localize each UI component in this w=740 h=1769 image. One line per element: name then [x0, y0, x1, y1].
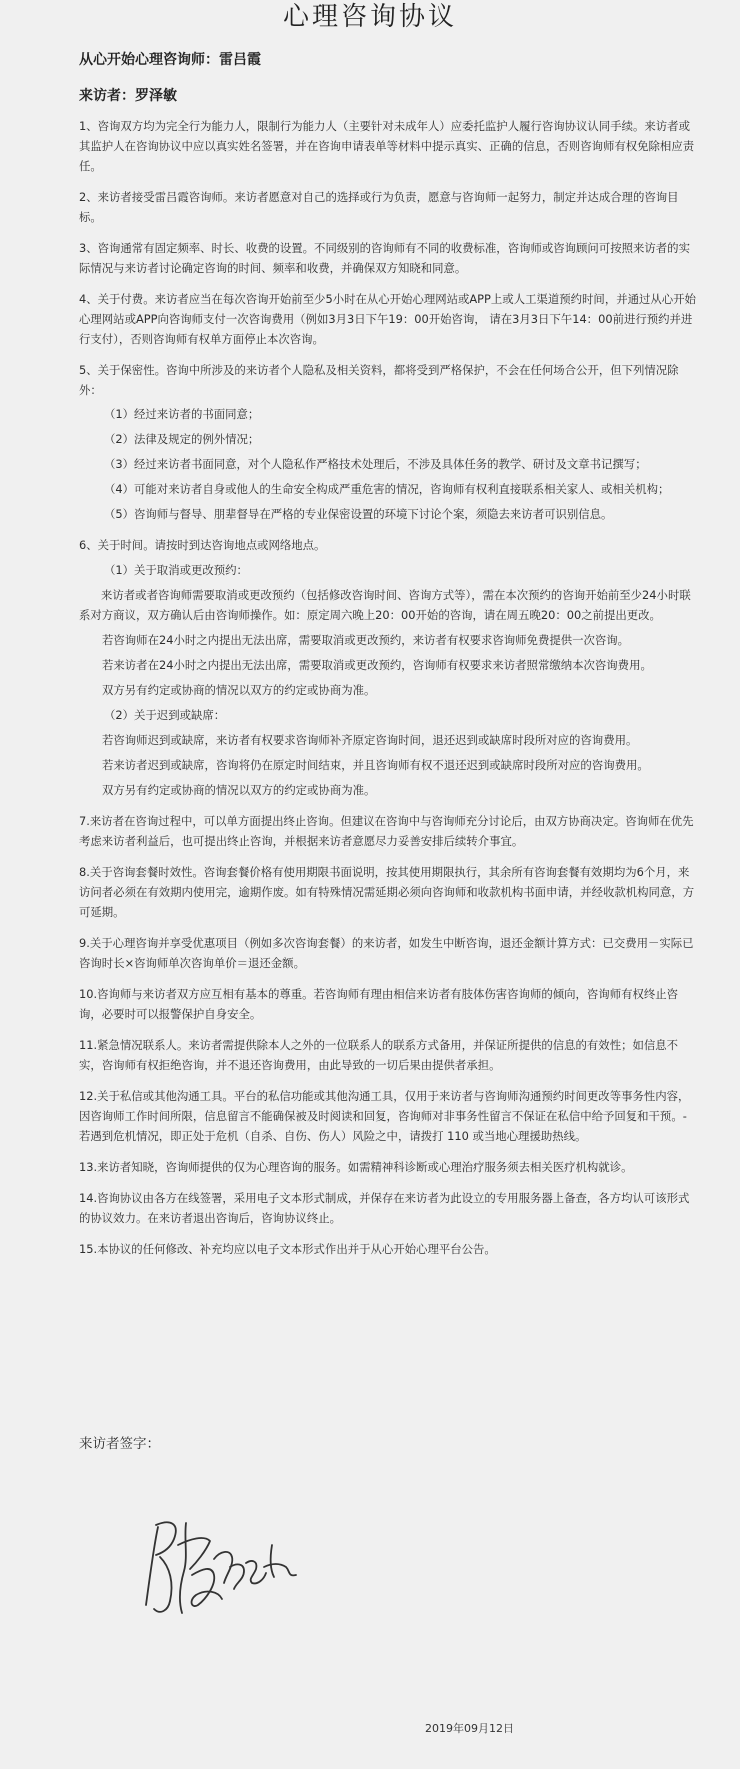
clause-12: 12.关于私信或其他沟通工具。平台的私信功能或其他沟通工具，仅用于来访者与咨询师沟通预约时间更改等事务性内容，因咨询师工作时间所限，信息留言不能确保被及时阅读和回复，咨询师对非事务性留言不保证在私信中给予回复和干预。- 若遇到危机情况，即正处于危机（自杀、自伤、伤人）风险之中，请拨打 110 或当地心理援助热线。: [79, 1089, 690, 1143]
clause-10: 10.咨询师与来访者双方应互相有基本的尊重。若咨询师有理由相信来访者有肢体伤害咨询师的倾向，咨询师有权终止咨询，必要时可以报警保护自身安全。: [79, 987, 679, 1021]
clause-6-paragraph: 若来访者在24小时之内提出无法出席，需要取消或更改预约，咨询师有权要求来访者照常缴纳本次咨询费用。: [102, 658, 652, 672]
clause-13: 13.来访者知晓，咨询师提供的仅为心理咨询的服务。如需精神科诊断或心理治疗服务须去相关医疗机构就诊。: [79, 1160, 633, 1174]
clause-6-paragraph: 若来访者迟到或缺席，咨询将仍在原定时间结束，并且咨询师有权不退还迟到或缺席时段所对应的咨询费用。: [102, 758, 649, 772]
clause-1: 1、咨询双方均为完全行为能力人，限制行为能力人（主要针对未成年人）应委托监护人履行咨询协议认同手续。来访者或其监护人在咨询协议中应以真实姓名签署，并在咨询申请表单等材料中提示真实、正确的信息，否则咨询师有权免除相应责任。: [79, 119, 695, 173]
page-title: 心理咨询协议: [282, 2, 457, 32]
signature-label: 来访者签字：: [79, 1436, 160, 1452]
clause-5-item: （3）经过来访者书面同意，对个人隐私作严格技术处理后，不涉及具体任务的教学、研讨及文章书记撰写；: [104, 457, 647, 471]
clause-9: 9.关于心理咨询并享受优惠项目（例如多次咨询套餐）的来访者，如发生中断咨询，退还金额计算方式：已交费用－实际已咨询时长×咨询师单次咨询单价＝退还金额。: [79, 936, 694, 970]
client-line: 来访者：罗泽敏: [79, 88, 177, 104]
clause-15: 15.本协议的任何修改、补充均应以电子文本形式作出并于从心开始心理平台公告。: [79, 1242, 496, 1256]
handwritten-signature: [140, 1505, 315, 1635]
clause-6-subheading: （2）关于迟到或缺席：: [104, 708, 226, 722]
signing-date: 2019年09月12日: [425, 1722, 514, 1735]
clause-5-item: （1）经过来访者的书面同意；: [104, 407, 260, 421]
agreement-body: [79, 116, 699, 1270]
clause-5-item: （4）可能对来访者自身或他人的生命安全构成严重危害的情况，咨询师有权利直接联系相关家人、或相关机构；: [104, 482, 670, 496]
clause-5-item: （2）法律及规定的例外情况；: [104, 432, 260, 446]
clause-11: 11.紧急情况联系人。来访者需提供除本人之外的一位联系人的联系方式备用，并保证所提供的信息的有效性；如信息不实，咨询师有权拒绝咨询，并不退还咨询费用，由此导致的一切后果由提供者承担。: [79, 1038, 679, 1072]
clause-7: 7.来访者在咨询过程中，可以单方面提出终止咨询。但建议在咨询中与咨询师充分讨论后，由双方协商决定。咨询师在优先考虑来访者利益后，也可提出终止咨询，并根据来访者意愿尽力妥善安排后续转介事宜。: [79, 814, 694, 848]
clause-4: 4、关于付费。来访者应当在每次咨询开始前至少5小时在从心开始心理网站或APP上或人工渠道预约时间，并通过从心开始心理网站或APP向咨询师支付一次咨询费用（例如3月3日下午19：00开始咨询， 请在3月3日下午14：00前进行预约并进行支付），否则咨询师有权单方面停止本次咨询。: [79, 292, 696, 346]
clause-6: 6、关于时间。请按时到达咨询地点或网络地点。: [79, 538, 326, 552]
counselor-line: 从心开始心理咨询师：雷吕霞: [79, 52, 261, 68]
clause-6-paragraph: 若咨询师在24小时之内提出无法出席，需要取消或更改预约，来访者有权要求咨询师免费提供一次咨询。: [102, 633, 630, 647]
clause-6-paragraph: 双方另有约定或协商的情况以双方的约定或协商为准。: [102, 783, 376, 797]
clause-6-paragraph: 双方另有约定或协商的情况以双方的约定或协商为准。: [102, 683, 376, 697]
clause-5: 5、关于保密性。咨询中所涉及的来访者个人隐私及相关资料，都将受到严格保护，不会在任何场合公开，但下列情况除外：: [79, 363, 679, 397]
clause-2: 2、来访者接受雷吕霞咨询师。来访者愿意对自己的选择或行为负责，愿意与咨询师一起努力，制定并达成合理的咨询目标。: [79, 190, 679, 224]
clause-5-item: （5）咨询师与督导、朋辈督导在严格的专业保密设置的环境下讨论个案，须隐去来访者可识别信息。: [104, 507, 613, 521]
clause-8: 8.关于咨询套餐时效性。咨询套餐价格有使用期限书面说明，按其使用期限执行，其余所有咨询套餐有效期均为6个月，来访问者必须在有效期内使用完，逾期作废。如有特殊情况需延期必须向咨询师和收款机构书面申请，并经收款机构同意，方可延期。: [79, 865, 695, 919]
clause-3: 3、咨询通常有固定频率、时长、收费的设置。不同级别的咨询师有不同的收费标准，咨询师或咨询顾问可按照来访者的实际情况与来访者讨论确定咨询的时间、频率和收费，并确保双方知晓和同意。: [79, 241, 690, 275]
clause-6-paragraph: 来访者或者咨询师需要取消或更改预约（包括修改咨询时间、咨询方式等），需在本次预约的咨询开始前至少24小时联系对方商议，双方确认后由咨询师操作。如：原定周六晚上20：00开始的咨询，请在周五晚20：00之前提出更改。: [79, 588, 691, 622]
clause-6-subheading: （1）关于取消或更改预约：: [104, 563, 248, 577]
clause-14: 14.咨询协议由各方在线签署，采用电子文本形式制成，并保存在来访者为此设立的专用服务器上备查，各方均认可该形式的协议效力。在来访者退出咨询后，咨询协议终止。: [79, 1191, 690, 1225]
clause-6-paragraph: 若咨询师迟到或缺席，来访者有权要求咨询师补齐原定咨询时间，退还迟到或缺席时段所对应的咨询费用。: [102, 733, 638, 747]
